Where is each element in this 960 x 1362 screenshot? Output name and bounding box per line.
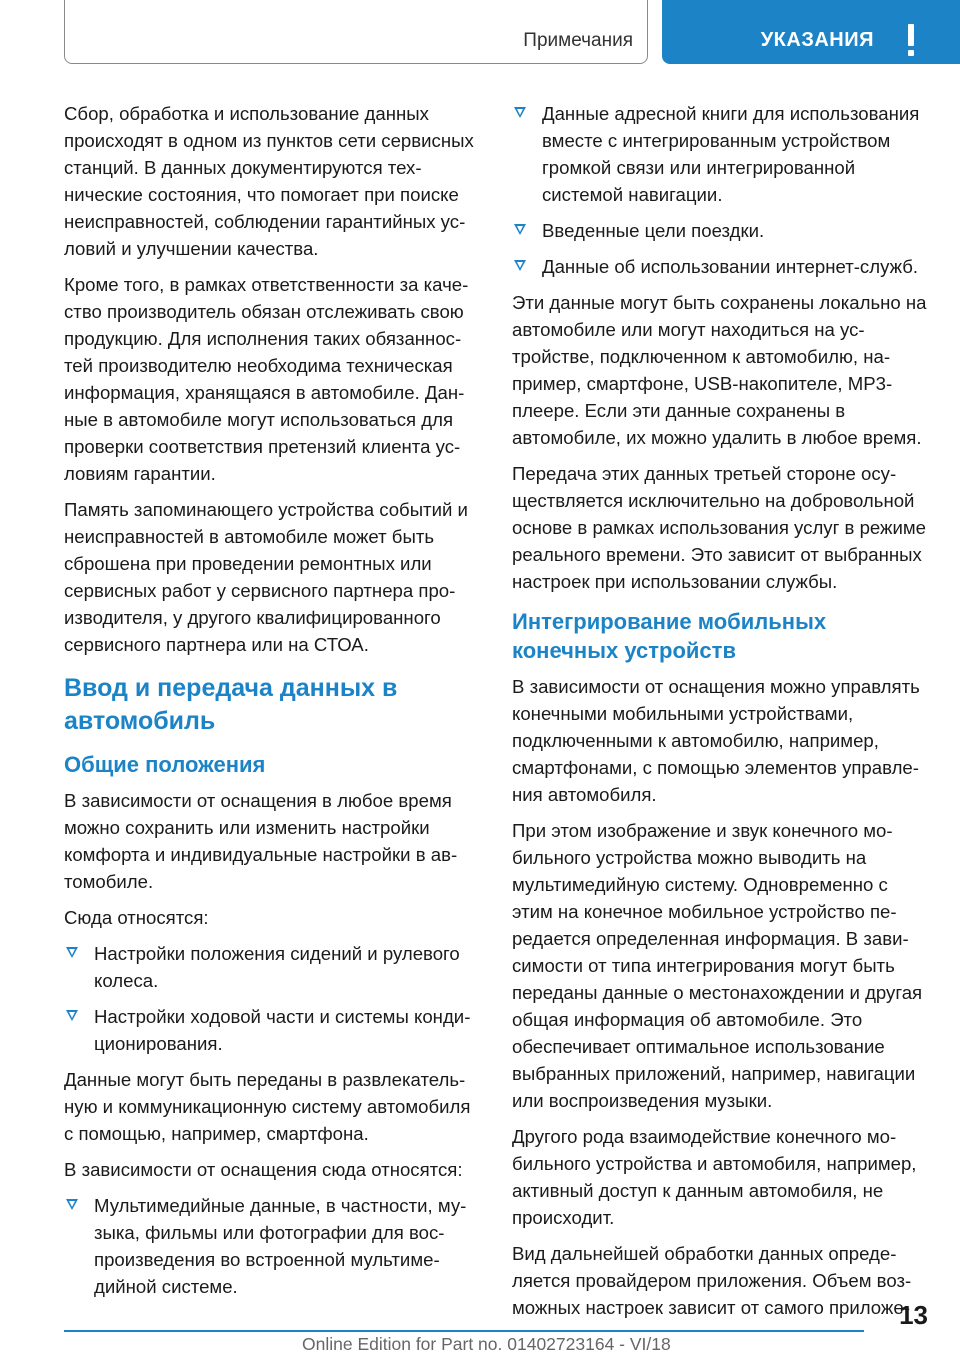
list-item: Настройки ходовой части и системы кондиционирования. (64, 1003, 480, 1057)
subsection-heading: Общие положения (64, 752, 266, 777)
paragraph: Эти данные могут быть сохранены локально на автомобиле или могут находиться на устройстве, подключенном к автомобилю, например, смартфоне, USB-накопителе, MP3-плеере. Если эти данные сохранены в автомобиле, их можно удалить в любое время. (512, 292, 927, 448)
paragraph: Данные могут быть переданы в развлекательную и коммуникационную систему автомобиля с помощью, например, смартфона. (64, 1069, 471, 1144)
paragraph: В зависимости от оснащения в любое время можно сохранить или изменить настройки комфорта и индивидуальные настройки в автомобиле. (64, 790, 458, 892)
paragraph: Другого рода взаимодействие конечного мобильного устройства и автомобиля, например, активный доступ к данным автомобиля, не происходит. (512, 1126, 917, 1228)
tab-warnings-label: УКАЗАНИЯ (760, 29, 874, 51)
bullet-list (64, 1192, 480, 1300)
edition-footer: Online Edition for Part no. 01402723164 - VI/18 (302, 1334, 671, 1354)
exclamation-icon (906, 24, 916, 58)
tab-warnings[interactable] (662, 0, 960, 64)
list-item: Мультимедийные данные, в частности, музыка, фильмы или фотографии для воспроизведения во встроенной мультимедийной системе. (64, 1192, 480, 1300)
paragraph: Сюда относятся: (64, 907, 209, 928)
bullet-list (512, 100, 928, 280)
subsection-heading: Интегрирование мобильных конечных устройств (512, 609, 827, 663)
paragraph: Кроме того, в рамках ответственности за качество производитель обязан отслеживать свою продукцию. Для исполнения таких обязанностей производителю необходима техническая информация, хранящаяся в автомобиле. Данные в автомобиле могут использоваться для проверки соответствия претензий клиента условиям гарантии. (64, 274, 469, 484)
triangle-bullet-icon (514, 260, 526, 271)
triangle-bullet-icon (514, 107, 526, 118)
paragraph: Сбор, обработка и использование данных происходят в одном из пунктов сети сервисных станций. В данных документируются технические состояния, что помогает при поиске неисправностей, соблюдении гарантийных условий и улучшении качества. (64, 103, 474, 259)
section-heading: Ввод и передача данных в автомобиль (64, 674, 398, 735)
right-column (512, 100, 928, 1330)
paragraph: Передача этих данных третьей стороне осуществляется исключительно на добровольной основе в рамках использования услуг в режиме реального времени. Это зависит от выбранных настроек при использовании службы. (512, 463, 927, 592)
triangle-bullet-icon (514, 224, 526, 235)
tab-notes[interactable] (64, 0, 648, 64)
footer-divider (64, 1330, 864, 1332)
left-column (64, 100, 480, 1309)
list-item: Данные адресной книги для использования вместе с интегрированным устройством громкой связи или интегрированной системой навигации. (512, 100, 928, 208)
list-item: Введенные цели поездки. (512, 217, 928, 244)
page-header (0, 0, 960, 66)
bullet-list (64, 940, 480, 1057)
list-item: Данные об использовании интернет-служб. (512, 253, 928, 280)
paragraph: Память запоминающего устройства событий и неисправностей в автомобиле может быть сброшена при проведении ремонтных или сервисных работ у сервисного партнера производителя, у другого квалифицированного сервисного партнера или на СТОА. (64, 499, 468, 655)
page-number: 13 (899, 1300, 928, 1330)
paragraph: В зависимости от оснащения можно управлять конечными мобильными устройствами, подключенными к автомобилю, например, смартфонами, с помощью элементов управления автомобиля. (512, 676, 920, 805)
tab-notes-label: Примечания (523, 30, 633, 51)
triangle-bullet-icon (66, 1010, 78, 1021)
list-item: Настройки положения сидений и рулевого колеса. (64, 940, 480, 994)
triangle-bullet-icon (66, 947, 78, 958)
paragraph: Вид дальнейшей обработки данных определяется провайдером приложения. Объем возможных настроек зависит от самого приложе- (512, 1243, 912, 1318)
triangle-bullet-icon (66, 1199, 78, 1210)
paragraph: При этом изображение и звук конечного мобильного устройства можно выводить на мультимедийную систему. Одновременно с этим на конечное мобильное устройство передается определенная информация. В зависимости от типа интегрирования могут быть переданы данные о местонахождении и другая общая информация об автомобиле. Это обеспечивает оптимальное использование выбранных приложений, например, навигации или воспроизведения музыки. (512, 820, 923, 1111)
paragraph: В зависимости от оснащения сюда относятся: (64, 1159, 463, 1180)
